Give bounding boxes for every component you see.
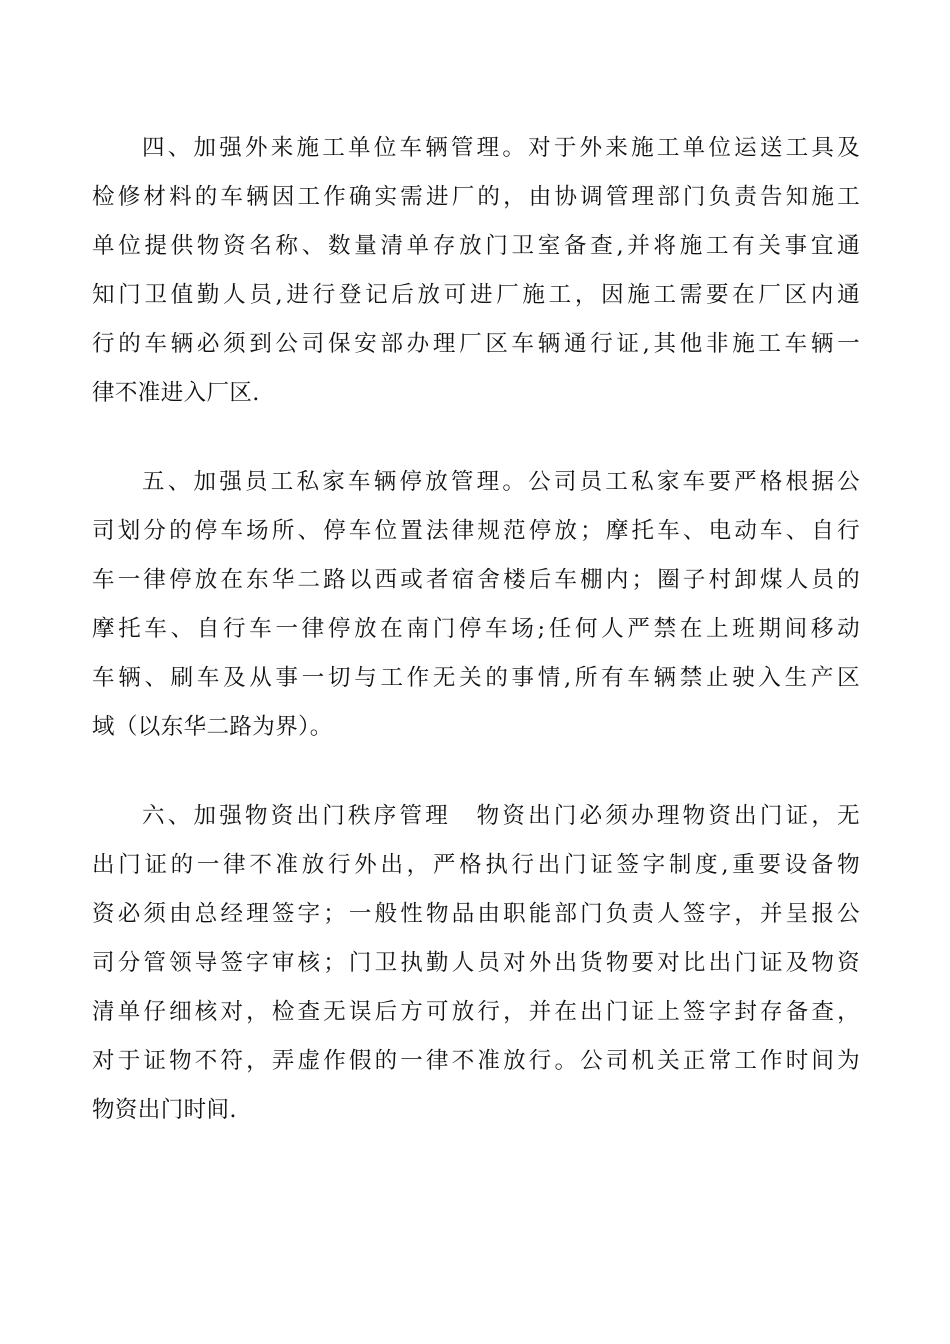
paragraph-line: 车一律停放在东华二路以西或者宿舍楼后车棚内；圈子村卸煤人员的 (92, 567, 860, 593)
paragraph-line: 摩托车、自行车一律停放在南门停车场;任何人严禁在上班期间移动 (92, 616, 860, 642)
paragraph-line: 司划分的停车场所、停车位置法律规范停放；摩托车、电动车、自行 (92, 518, 860, 544)
paragraph-line: 律不准进入厂区. (92, 380, 260, 406)
paragraph-line: 四、加强外来施工单位车辆管理。对于外来施工单位运送工具及 (142, 135, 860, 161)
document-body (92, 124, 860, 1135)
paragraph-line: 出门证的一律不准放行外出，严格执行出门证签字制度,重要设备物 (92, 852, 860, 878)
paragraph-line: 六、加强物资出门秩序管理 物资出门必须办理物资出门证，无 (142, 803, 860, 829)
paragraph-spacer (92, 418, 860, 458)
paragraph-line: 车辆、刷车及从事一切与工作无关的事情,所有车辆禁止驶入生产区 (92, 665, 860, 691)
paragraph-line: 知门卫值勤人员,进行登记后放可进厂施工，因施工需要在厂区内通 (92, 282, 860, 308)
paragraph-parking-management (92, 458, 860, 752)
paragraph-line: 域（以东华二路为界）。 (92, 714, 333, 740)
paragraph-line: 物资出门时间. (92, 1097, 237, 1123)
paragraph-line: 对于证物不符，弄虚作假的一律不准放行。公司机关正常工作时间为 (92, 1048, 860, 1074)
paragraph-line: 清单仔细核对，检查无误后方可放行，并在出门证上签字封存备查， (92, 999, 860, 1025)
paragraph-spacer (92, 752, 860, 792)
paragraph-vehicle-management (92, 124, 860, 418)
paragraph-line: 资必须由总经理签字；一般性物品由职能部门负责人签字，并呈报公 (92, 901, 860, 927)
paragraph-line: 行的车辆必须到公司保安部办理厂区车辆通行证,其他非施工车辆一 (92, 331, 860, 357)
paragraph-line: 司分管领导签字审核；门卫执勤人员对外出货物要对比出门证及物资 (92, 950, 860, 976)
paragraph-goods-exit-management (92, 792, 860, 1135)
paragraph-line: 单位提供物资名称、数量清单存放门卫室备查,并将施工有关事宜通 (92, 233, 860, 259)
paragraph-line: 五、加强员工私家车辆停放管理。公司员工私家车要严格根据公 (142, 469, 860, 495)
paragraph-line: 检修材料的车辆因工作确实需进厂的，由协调管理部门负责告知施工 (92, 184, 860, 210)
